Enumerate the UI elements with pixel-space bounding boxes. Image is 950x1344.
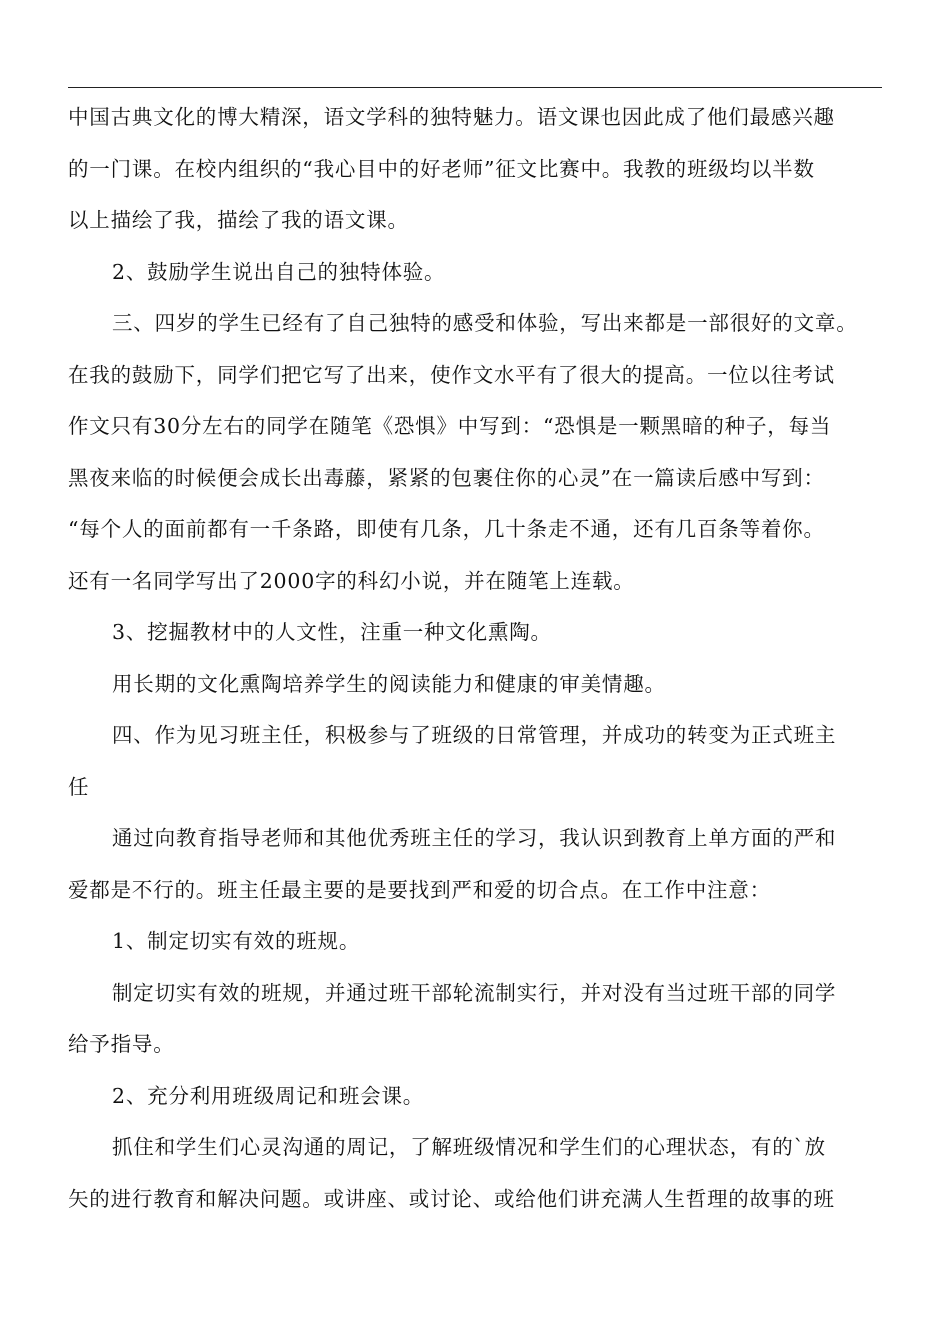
paragraph — [68, 1122, 898, 1225]
header-rule — [68, 87, 882, 88]
text-line: 矢的进行教育和解决问题。或讲座、或讨论、或给他们讲充满人生哲理的故事的班 — [68, 1186, 835, 1211]
paragraph — [68, 659, 898, 711]
paragraph — [68, 92, 898, 247]
text-line: 黑夜来临的时候便会成长出毒藤，紧紧的包裹住你的心灵”在一篇读后感中写到： — [68, 465, 825, 490]
paragraph — [68, 813, 898, 916]
paragraph — [68, 247, 898, 299]
text-line: 四、作为见习班主任，积极参与了班级的日常管理，并成功的转变为正式班主 — [112, 723, 837, 747]
text-line: 制定切实有效的班规，并通过班干部轮流制实行，并对没有当过班干部的同学 — [112, 980, 837, 1005]
text-line: 还有一名同学写出了2000字的科幻小说，并在随笔上连载。 — [68, 568, 635, 593]
text-line: 通过向教育指导老师和其他优秀班主任的学习，我认识到教育上单方面的严和 — [112, 826, 837, 850]
text-line: 任 — [68, 774, 90, 799]
paragraph — [68, 1071, 898, 1123]
text-line: 3、挖掘教材中的人文性，注重一种文化熏陶。 — [112, 620, 552, 644]
paragraph — [68, 710, 898, 813]
text-line: 的一门课。在校内组织的“我心目中的好老师”征文比赛中。我教的班级均以半数 — [68, 156, 815, 181]
text-line: 给予指导。 — [68, 1032, 175, 1056]
paragraph — [68, 298, 898, 607]
text-line: 三、四岁的学生已经有了自己独特的感受和体验，写出来都是一部很好的文章。 — [112, 311, 858, 335]
text-line: 在我的鼓励下，同学们把它写了出来，使作文水平有了很大的提高。一位以往考试 — [68, 362, 835, 387]
text-line: 用长期的文化熏陶培养学生的阅读能力和健康的审美情趣。 — [112, 671, 666, 696]
text-line: 2、充分利用班级周记和班会课。 — [112, 1083, 425, 1108]
text-line: 爱都是不行的。班主任最主要的是要找到严和爱的切合点。在工作中注意： — [68, 877, 771, 902]
paragraph — [68, 607, 898, 659]
text-line: 2、鼓励学生说出自己的独特体验。 — [112, 259, 446, 284]
text-line: 以上描绘了我，描绘了我的语文课。 — [68, 208, 409, 232]
paragraph — [68, 968, 898, 1071]
document-body — [68, 92, 898, 1225]
text-line: 抓住和学生们心灵沟通的周记，了解班级情况和学生们的心理状态，有的`放 — [112, 1135, 826, 1159]
text-line: 中国古典文化的博大精深，语文学科的独特魅力。语文课也因此成了他们最感兴趣 — [68, 105, 835, 129]
text-line: “每个人的面前都有一千条路，即使有几条，几十条走不通，还有几百条等着你。 — [68, 517, 825, 541]
text-line: 作文只有30分左右的同学在随笔《恐惧》中写到：“恐惧是一颗黑暗的种子，每当 — [68, 414, 832, 438]
paragraph — [68, 916, 898, 968]
text-line: 1、制定切实有效的班规。 — [112, 929, 361, 953]
